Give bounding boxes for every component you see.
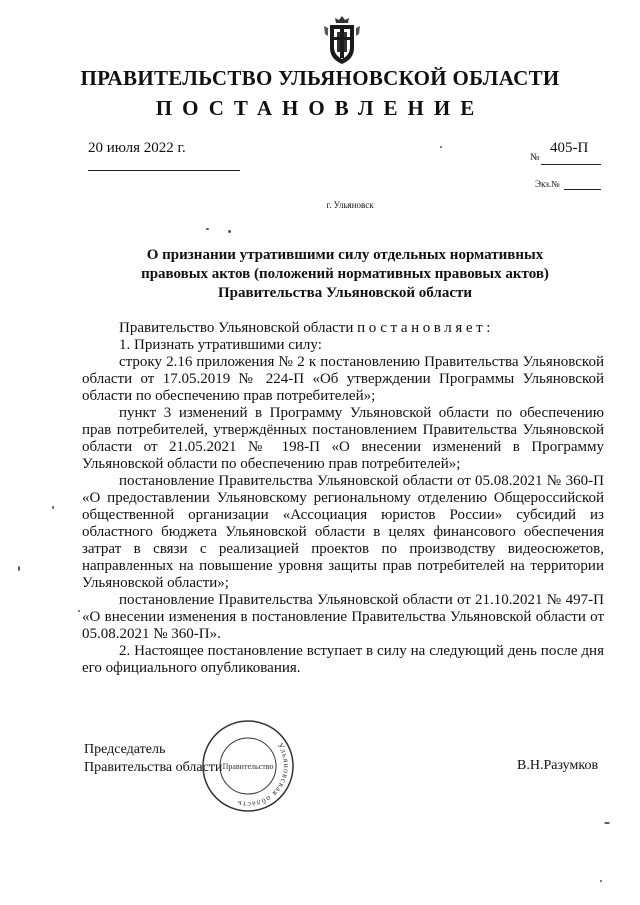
signer-title-line: Правительства области (84, 760, 223, 775)
scan-speck (18, 566, 20, 571)
document-number: 405-П (550, 140, 589, 156)
ulyanovsk-coat-of-arms-icon (322, 14, 362, 66)
intro-paragraph (82, 320, 604, 337)
title-line: Правительства Ульяновской области (217, 285, 473, 301)
number-sign: № (530, 152, 540, 163)
copy-number-underline (564, 189, 601, 190)
document-type: ПОСТАНОВЛЕНИЕ (155, 96, 485, 120)
svg-text:Ульяновская область: Ульяновская область (235, 741, 292, 810)
signer-name: В.Н.Разумков (517, 758, 599, 773)
title-line: правовых актов (положений нормативных правовых актов) (141, 266, 549, 282)
repealed-item-1: строку 2.16 приложения № 2 к постановлению Правительства Ульяновской области от 17.05.2019 № 224-П «Об утверждении Программы Ульяновской области по обеспечению прав потребителей»; (82, 354, 604, 404)
scan-speck (78, 610, 80, 612)
copy-number-label: Экз.№ (535, 179, 560, 189)
title-line: О признании утратившими силу отдельных нормативных (146, 247, 544, 263)
repealed-item-2: пункт 3 изменений в Программу Ульяновской области по обеспечению прав потребителей, утверждённых постановлением Правительства Ульяновской области от 21.05.2021 № 198-П «О внесении изменений в Программу Ульяновской области по обеспечению прав потребителей»; (82, 405, 604, 472)
city-name: г. Ульяновск (326, 200, 374, 210)
scan-speck (604, 822, 610, 824)
repealed-item-3: постановление Правительства Ульяновской области от 05.08.2021 № 360-П «О предоставлении Ульяновскому региональному отделению Общероссийской общественной организации «Ассоциация юристов России» субсидий из областного бюджета Ульяновской области в целях финансового обеспечения затрат в связи с реализацией проектов по производству видеосюжетов, направленных на повышение уровня защиты прав потребителей на территории Ульяновской области»; (82, 473, 604, 591)
official-seal-icon (200, 718, 296, 814)
repealed-item-4: постановление Правительства Ульяновской области от 21.10.2021 № 497-П «О внесении изменения в постановление Правительства Ульяновской области от 05.08.2021 № 360-П». (82, 592, 604, 642)
item-1: 1. Признать утратившими силу: (119, 337, 322, 353)
intro-prefix: Правительство Ульяновской области (119, 320, 358, 336)
number-underline (541, 164, 601, 165)
resolves-word: постановляет: (357, 320, 495, 336)
scan-speck (228, 230, 231, 233)
document-date: 20 июля 2022 г. (88, 140, 186, 156)
scan-speck (206, 228, 209, 230)
government-name: ПРАВИТЕЛЬСТВО УЛЬЯНОВСКОЙ ОБЛАСТИ (80, 66, 560, 90)
scan-speck (440, 146, 442, 148)
date-underline (88, 170, 240, 171)
scan-speck (600, 880, 602, 882)
document-title (88, 246, 602, 303)
item-2: 2. Настоящее постановление вступает в силу на следующий день после дня его официального опубликования. (82, 643, 604, 676)
document-body (82, 320, 604, 677)
signer-title-line: Председатель (84, 742, 166, 757)
svg-text:Правительство: Правительство (222, 762, 274, 771)
scan-speck (52, 506, 54, 509)
